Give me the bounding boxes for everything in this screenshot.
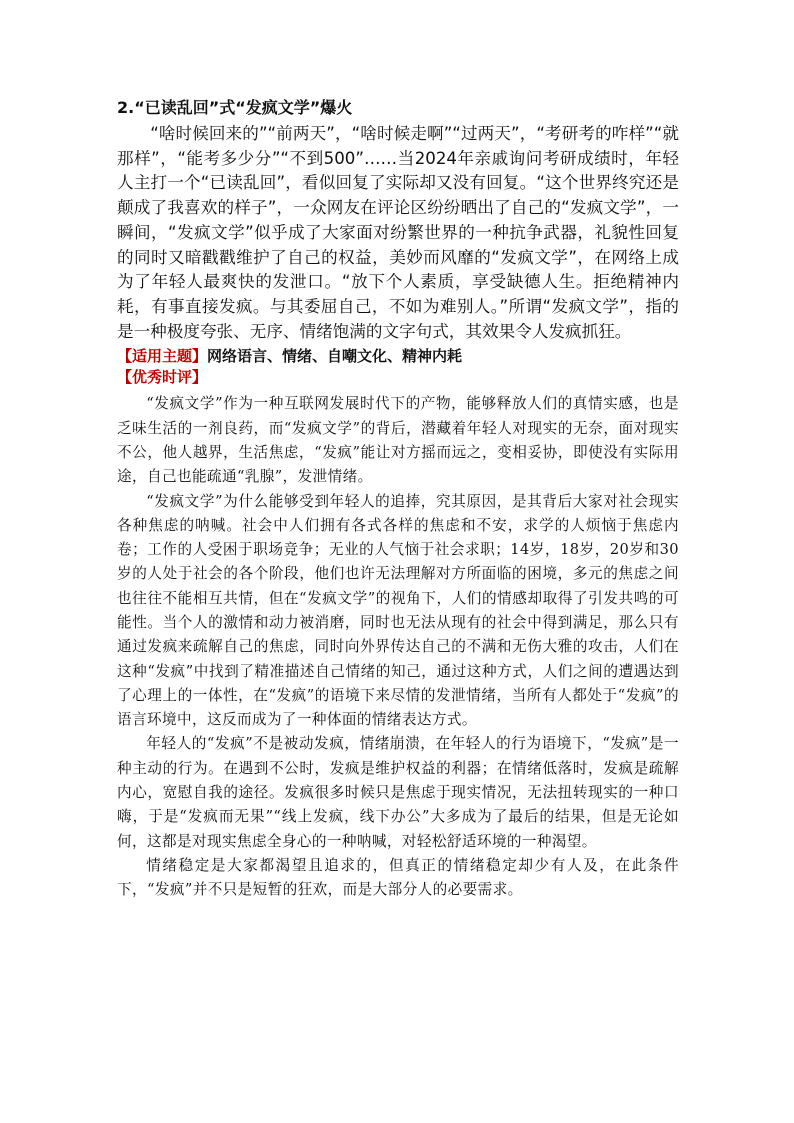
article-content [117,96,679,903]
section-heading: 2.“已读乱回”式“发疯文学”爆火 [117,98,353,117]
topic-value: 网络语言、情绪、自嘲文化、精神内耗 [207,347,463,366]
comment-paragraph-4: 情绪稳定是大家都渴望且追求的，但真正的情绪稳定却少有人及，在此条件下，“发疯”并不只是短暂的狂欢，而是大部分人的必要需求。 [117,856,679,899]
comment-line [117,367,679,388]
topic-line [117,346,679,367]
comment-paragraph-1: “发疯文学”作为一种互联网发展时代下的产物，能够释放人们的真情实感，也是乏味生活的一剂良药，而“发疯文学”的背后，潜藏着年轻人对现实的无奈，面对现实不公，他人越界，生活焦虑，“发疯”能让对方摇而远之，变相妥协，即使没有实际用途，自己也能疏通“乳腺”，发泄情绪。 [117,395,679,486]
comment-label: 【优秀时评】 [117,368,208,387]
intro-paragraph: “啥时候回来的”“前两天”，“啥时候走啊”“过两天”，“考研考的咋样”“就那样”，“能考多少分”“不到500”……当2024年亲戚询问考研成绩时，年轻人主打一个“已读乱回”，看似回复了实际却又没有回复。“这个世界终究还是颠成了我喜欢的样子”，一众网友在评论区纷纷晒出了自己的“发疯文学”，一瞬间，“发疯文学”似乎成了大家面对纷繁世界的一种抗争武器，礼貌性回复的同时又暗戳戳维护了自己的权益，美妙而风靡的“发疯文学”，在网络上成为了年轻人最爽快的发泄口。“放下个人素质，享受缺德人生。拒绝精神内耗，有事直接发疯。与其委屈自己，不如为难别人。”所谓“发疯文学”，指的是一种极度夸张、无序、情绪饱满的文字句式，其效果令人发疯抓狂。 [117,124,679,341]
comment-paragraph-3: 年轻人的“发疯”不是被动发疯，情绪崩溃，在年轻人的行为语境下，“发疯”是一种主动的行为。在遇到不公时，发疯是维护权益的利器；在情绪低落时，发疯是疏解内心，宽慰自我的途径。发疯很多时候只是焦虑于现实情况，无法扭转现实的一种口嗨，于是“发疯而无果”“线上发疯，线下办公”大多成为了最后的结果，但是无论如何，这都是对现实焦虑全身心的一种呐喊，对轻松舒适环境的一种渴望。 [117,735,679,850]
topic-label: 【适用主题】 [117,347,208,366]
comment-paragraph-2: “发疯文学”为什么能够受到年轻人的追捧，究其原因，是其背后大家对社会现实各种焦虑的呐喊。社会中人们拥有各式各样的焦虑和不安，求学的人烦恼于焦虑内卷；工作的人受困于职场竞争；无业的人气恼于社会求职；14岁，18岁，20岁和30岁的人处于社会的各个阶段，他们也许无法理解对方所面临的困境，多元的焦虑之间也往往不能相互共情，但在“发疯文学”的视角下，人们的情感却取得了引发共鸣的可能性。当个人的激情和动力被消磨，同时也无法从现有的社会中得到满足，那么只有通过发疯来疏解自己的焦虑，同时向外界传达自己的不满和无伤大雅的攻击，人们在这种“发疯”中找到了精准描述自己情绪的知己，通过这种方式，人们之间的遭遇达到了心理上的一体性，在“发疯”的语境下来尽情的发泄情绪，当所有人都处于“发疯”的语言环境中，这反而成为了一种体面的情绪表达方式。 [117,492,679,729]
